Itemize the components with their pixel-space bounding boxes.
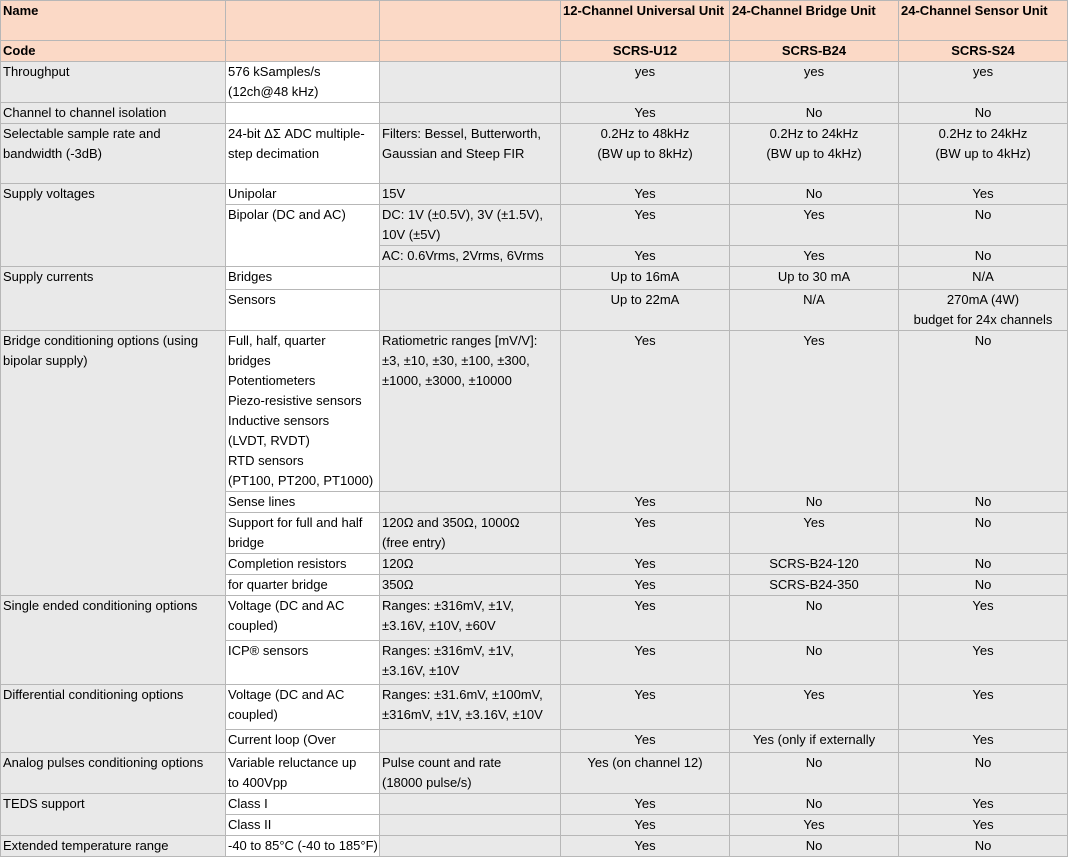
table-row: Bridge conditioning options (using bipolar supply) Full, half, quarter bridges Potentiometers Piezo-resistive sensors Inductive sensors (LVDT, RVDT) RTD sensors (PT100, PT200, PT1000) Ratiometric ranges [mV/V]: ±3, ±10, ±30, ±100, ±300, ±1000, ±3000, ±10000 Yes Yes No	[1, 331, 1068, 492]
header-s24: 24-Channel Sensor Unit	[899, 1, 1068, 41]
table-row: Channel to channel isolation Yes No No	[1, 103, 1068, 124]
table-row: Supply voltages Unipolar 15V Yes No Yes	[1, 184, 1068, 205]
table-row: for quarter bridge 350Ω Yes SCRS-B24-350 No	[1, 575, 1068, 596]
row-label: Bridge conditioning options (using bipolar supply)	[1, 331, 226, 596]
row-label: Selectable sample rate and bandwidth (-3dB)	[1, 124, 226, 184]
table-row: Current loop (Over Yes Yes (only if externally Yes	[1, 730, 1068, 753]
row-label: Extended temperature range	[1, 836, 226, 857]
code-s24: SCRS-S24	[899, 41, 1068, 62]
code-b24: SCRS-B24	[730, 41, 899, 62]
table-row: Sense lines Yes No No	[1, 492, 1068, 513]
header-u12: 12-Channel Universal Unit	[561, 1, 730, 41]
table-row: Selectable sample rate and bandwidth (-3dB) 24-bit ΔΣ ADC multiple- step decimation Filters: Bessel, Butterworth, Gaussian and Steep FIR 0.2Hz to 48kHz (BW up to 8kHz) 0.2Hz to 24kHz (BW up to 4kHz) 0.2Hz to 24kHz (BW up to 4kHz)	[1, 124, 1068, 184]
header-b24: 24-Channel Bridge Unit	[730, 1, 899, 41]
table-row: Sensors Up to 22mA N/A 270mA (4W) budget for 24x channels	[1, 290, 1068, 331]
row-label: Throughput	[1, 62, 226, 103]
row-label: Channel to channel isolation	[1, 103, 226, 124]
row-label: Single ended conditioning options	[1, 596, 226, 685]
row-label: TEDS support	[1, 794, 226, 836]
table-row: Differential conditioning options Voltage (DC and AC coupled) Ranges: ±31.6mV, ±100mV, ±316mV, ±1V, ±3.16V, ±10V Yes Yes Yes	[1, 685, 1068, 730]
row-label: Supply currents	[1, 267, 226, 331]
table-row: AC: 0.6Vrms, 2Vrms, 6Vrms Yes Yes No	[1, 246, 1068, 267]
table-row: Class II Yes Yes Yes	[1, 815, 1068, 836]
table-row: Bipolar (DC and AC) DC: 1V (±0.5V), 3V (±1.5V), 10V (±5V) Yes Yes No	[1, 205, 1068, 246]
table-row: Analog pulses conditioning options Variable reluctance up to 400Vpp Pulse count and rate (18000 pulse/s) Yes (on channel 12) No No	[1, 753, 1068, 794]
table-row: ICP® sensors Ranges: ±316mV, ±1V, ±3.16V, ±10V Yes No Yes	[1, 641, 1068, 685]
table-row: Throughput 576 kSamples/s (12ch@48 kHz) yes yes yes	[1, 62, 1068, 103]
row-label: Differential conditioning options	[1, 685, 226, 753]
table-row: Support for full and half bridge 120Ω and 350Ω, 1000Ω (free entry) Yes Yes No	[1, 513, 1068, 554]
table-row: Single ended conditioning options Voltage (DC and AC coupled) Ranges: ±316mV, ±1V, ±3.16V, ±10V, ±60V Yes No Yes	[1, 596, 1068, 641]
row-label: Analog pulses conditioning options	[1, 753, 226, 794]
table-row: Completion resistors 120Ω Yes SCRS-B24-120 No	[1, 554, 1068, 575]
table-row: Supply currents Bridges Up to 16mA Up to 30 mA N/A	[1, 267, 1068, 290]
code-row	[1, 41, 1068, 62]
code-u12: SCRS-U12	[561, 41, 730, 62]
code-label: Code	[1, 41, 226, 62]
row-label: Supply voltages	[1, 184, 226, 267]
table-row: TEDS support Class I Yes No Yes	[1, 794, 1068, 815]
header-row	[1, 1, 1068, 41]
header-name: Name	[1, 1, 226, 41]
table-row: Extended temperature range -40 to 85°C (-40 to 185°F) Yes No No	[1, 836, 1068, 857]
